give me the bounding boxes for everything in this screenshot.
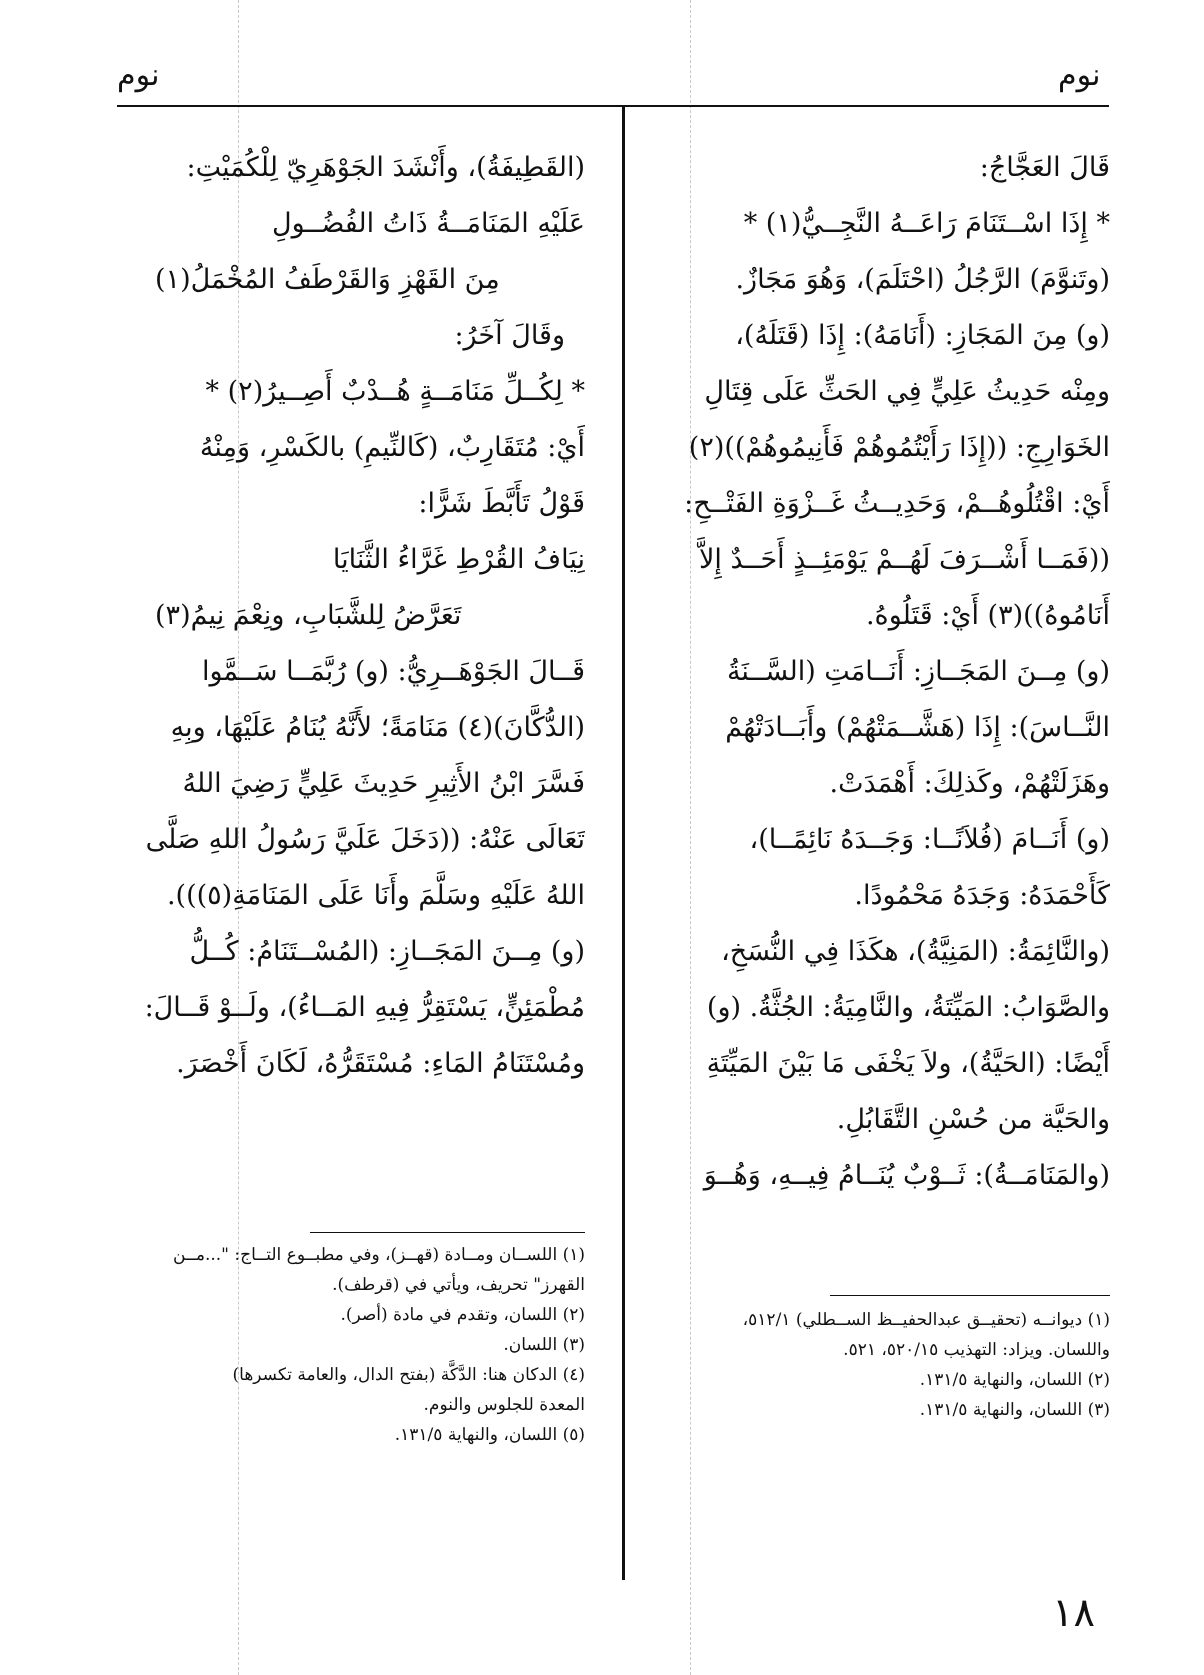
text-line: اللهُ عَلَيْهِ وسَلَّمَ وأَنَا عَلَى المَنَامَةِ(٥))). [166, 880, 585, 911]
text-line: (القَطِيفَةُ)، وأَنْشَدَ الجَوْهَرِيّ لِلْكُمَيْتِ: [186, 152, 585, 183]
footnotes-right [655, 1305, 1110, 1425]
text-line: فَسَّرَ ابْنُ الأَثِيرِ حَدِيثَ عَلِيٍّ رَضِيَ اللهُ [182, 768, 585, 799]
text-line: قَالَ العَجَّاجُ: [979, 152, 1110, 183]
text-line: (والنَّائِمَةُ: (المَنِيَّةُ)، هكَذَا فِي النُّسَخِ، [721, 936, 1110, 967]
footnote-line: القهرز" تحريف، ويأتي في (قرطف). [332, 1275, 585, 1295]
text-line: (الدُّكَّانَ)(٤) مَنَامَةً؛ لأَنَّهُ يُنَامُ عَلَيْهَا، وبِهِ [170, 712, 585, 743]
text-line: تَعَالَى عَنْهُ: ((دَخَلَ عَلَيَّ رَسُولُ اللهِ صَلَّى [145, 824, 585, 855]
text-line: النَّــاسَ): إِذَا (هَشَّــمَتْهُمْ) وأَبَــادَتْهُمْ [725, 712, 1110, 743]
running-header-left: نوم [117, 58, 160, 93]
footnote-line: (١) ديوانــه (تحقيــق عبدالحفيــظ الســطلي) ٥١٢/١، [742, 1310, 1110, 1330]
text-line: (و) مِــنَ المَجَــازِ: أَنَــامَتِ (السَّــنَةُ [726, 656, 1110, 687]
header-rule [117, 105, 1109, 107]
text-line: والحَيَّة من حُسْنِ التَّقَابُلِ. [836, 1104, 1110, 1135]
text-line: وهَزَلَتْهُمْ، وكَذلِكَ: أَهْمَدَتْ. [829, 768, 1110, 799]
footnote-line: (١) اللســان ومــادة (قهــز)، وفي مطبــوع التــاج: "...مــن [172, 1245, 585, 1265]
footnote-line: (٣) اللسان. [503, 1335, 585, 1355]
text-line: (والمَنَامَــةُ): ثَــوْبٌ يُنَــامُ فِيــهِ، وَهُــوَ [703, 1160, 1110, 1191]
footnote-line: (٤) الدكان هنا: الدَّكَّة (بفتح الدال، والعامة تكسرها) [232, 1365, 585, 1385]
footnote-line: (٣) اللسان، والنهاية ١٣١/٥. [919, 1400, 1110, 1420]
text-line: أَيْضًا: (الحَيَّةُ)، ولاَ يَخْفَى مَا بَيْنَ المَيِّتَةِ [706, 1048, 1110, 1079]
verse-line: نِيَافُ القُرْطِ غَرَّاءُ الثَّنَايَا [332, 544, 585, 575]
text-line: أَيْ: اقْتُلُوهُــمْ، وَحَدِيــثُ غَــزْوَةِ الفَتْــحِ: [684, 488, 1110, 519]
text-line: ومِنْه حَدِيثُ عَلِيٍّ فِي الحَثِّ عَلَى قِتَالِ [704, 376, 1110, 407]
text-line: (وتَنوَّمَ) الرَّجُلُ (احْتَلَمَ)، وَهُوَ مَجَازٌ. [735, 264, 1110, 295]
text-line: (و) أَنَــامَ (فُلاَنًــا: وَجَــدَهُ نَائِمًــا)، [749, 824, 1110, 855]
text-line: الخَوَارِجِ: ((إِذَا رَأَيْتُمُوهُمْ فَأَنِيمُوهُمْ))(٢) [688, 432, 1110, 463]
verse-line: * إِذَا اسْــتَنَامَ رَاعَــهُ النَّجِــيُّ(١) * [743, 208, 1110, 239]
running-header-right: نوم [1058, 58, 1101, 93]
footnotes-left [115, 1240, 585, 1450]
text-line: والصَّوَابُ: المَيِّتَةُ، والنَّامِيَةُ: الجُثَّةُ. (و) [706, 992, 1110, 1023]
footnote-line: واللسان. ويزاد: التهذيب ٥٢٠/١٥، ٥٢١. [843, 1340, 1110, 1360]
footnote-line: (٢) اللسان، والنهاية ١٣١/٥. [919, 1370, 1110, 1390]
footnote-line: المعدة للجلوس والنوم. [423, 1395, 585, 1415]
footnote-rule-left [310, 1232, 585, 1233]
text-line: كَأَحْمَدَهُ: وَجَدَهُ مَحْمُودًا. [854, 880, 1110, 911]
footnote-line: (٥) اللسان، والنهاية ١٣١/٥. [394, 1425, 585, 1445]
text-line: ((فَمَــا أَشْــرَفَ لَهُــمْ يَوْمَئِــذٍ أَحَــدٌ إِلاَّ [699, 544, 1110, 575]
text-line: وقَالَ آخَرُ: [454, 320, 565, 351]
text-line: (و) مِنَ المَجَازِ: (أَنَامَهُ): إِذَا (قَتَلَهُ)، [735, 320, 1110, 351]
text-line: أَنَامُوهُ))(٣) أَيْ: قَتَلُوهُ. [865, 600, 1110, 631]
left-column [115, 140, 585, 1092]
text-line: قَوْلُ تَأَبَّطَ شَرًّا: [418, 488, 585, 519]
verse-line: مِنَ القَهْزِ وَالقَرْطَفُ المُخْمَلُ(١) [155, 264, 500, 295]
text-line: (و) مِــنَ المَجَــازِ: (المُسْــتَنَامُ: كُــلُّ [189, 936, 585, 967]
column-divider [622, 105, 625, 1580]
footnote-line: (٢) اللسان، وتقدم في مادة (أصر). [340, 1305, 585, 1325]
verse-line: * لِكُــلِّ مَنَامَــةٍ هُــدْبٌ أَصِــيرُ(٢) * [205, 376, 585, 407]
text-line: أَيْ: مُتَقَارِبٌ، (كَالنِّيمِ) بالكَسْرِ، وَمِنْهُ [199, 432, 585, 463]
text-line: مُطْمَئِنٍّ، يَسْتَقِرُّ فِيهِ المَــاءُ)، ولَــوْ قَــالَ: [144, 992, 585, 1023]
page-number: ١٨ [1052, 1590, 1095, 1636]
verse-line: عَلَيْهِ المَنَامَــةُ ذَاتُ الفُضُــولِ [271, 208, 585, 239]
verse-line: تَعَرَّضُ لِلشَّبَابِ، ونِعْمَ نِيمُ(٣) [155, 600, 462, 631]
text-line: ومُسْتَنَامُ المَاءِ: مُسْتَقَرُّهُ، لَكَانَ أَخْصَرَ. [176, 1048, 585, 1079]
text-line: قَــالَ الجَوْهَــرِيُّ: (و) رُبَّمَــا سَــمَّوا [201, 656, 585, 687]
right-column [660, 140, 1110, 1204]
footnote-rule-right [830, 1295, 1110, 1296]
